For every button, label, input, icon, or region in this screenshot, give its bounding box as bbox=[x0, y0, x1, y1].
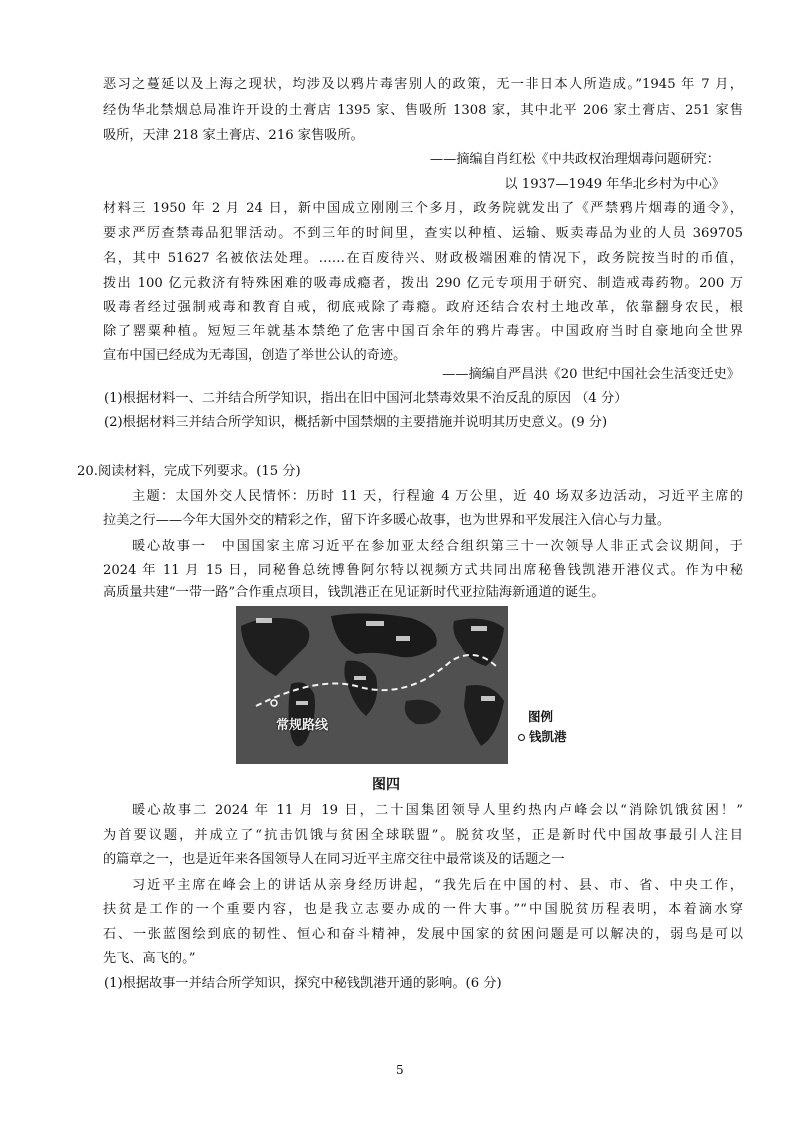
legend-item-label: 钱凯港 bbox=[529, 729, 567, 744]
story2-line-2: 为首要议题，并成立了“抗击饥饿与贫困全球联盟”。脱贫攻坚，正是新时代中国故事最引人注目 bbox=[103, 828, 743, 843]
material2-source-2: 以 1937—1949 年华北乡村为中心》 bbox=[504, 177, 725, 192]
q19-part-2: (2)根据材料三并结合所学知识，概括新中国禁烟的主要措施并说明其历史意义。(9 分) bbox=[104, 415, 608, 430]
material2-line-3: 吸所，天津 218 家土膏店、216 家售吸所。 bbox=[103, 128, 364, 143]
material2-source-1: ——摘编自肖红松《中共政权治理烟毒问题研究： bbox=[429, 152, 720, 167]
figure-caption: 图四 bbox=[372, 777, 400, 793]
map-legend-item bbox=[518, 727, 567, 745]
route-label: 常规路线 bbox=[276, 718, 329, 733]
story2-line-3: 的篇章之一，也是近年来各国领导人在同习近平主席交往中最常谈及的话题之一 bbox=[103, 852, 565, 867]
world-map-graphic bbox=[236, 606, 508, 764]
page-number: 5 bbox=[396, 1063, 404, 1077]
q20-part-1: (1)根据故事一并结合所学知识，探究中秘钱凯港开通的影响。(6 分) bbox=[104, 976, 502, 991]
legend-circle-icon bbox=[518, 734, 525, 741]
story1-line-2: 2024 年 11 月 15 日，同秘鲁总统博鲁阿尔特以视频方式共同出席秘鲁钱凯港开港仪式。作为中秘 bbox=[103, 563, 743, 578]
story2-line-5: 扶贫是工作的一个重要内容，也是我立志要办成的一件大事。”“中国脱贫历程表明，本着滴水穿 bbox=[103, 902, 743, 917]
q20-theme-line-1: 主题：太国外交人民情怀：历时 11 天，行程逾 4 万公里，近 40 场双多边活动，习近平主席的 bbox=[132, 489, 743, 504]
story1-line-3: 高质量共建“一带一路”合作重点项目，钱凯港正在见证新时代亚拉陆海新通道的诞生。 bbox=[103, 585, 605, 600]
story2-line-6: 石、一张蓝图绘到底的韧性、恒心和奋斗精神，发展中国家的贫困问题是可以解决的，弱鸟是可以 bbox=[103, 927, 743, 942]
material3-line-2: 要求严厉查禁毒品犯罪活动。不到三年的时间里，查实以种植、运输、贩卖毒品为业的人员 369705 bbox=[103, 226, 743, 241]
story1-line-1: 暖心故事一 中国国家主席习近平在参加亚太经合组织第三十一次领导人非正式会议期间，于 bbox=[132, 539, 743, 554]
material3-line-1: 材料三 1950 年 2 月 24 日，新中国成立刚刚三个多月，政务院就发出了《严禁鸦片烟毒的通令》， bbox=[103, 201, 743, 216]
q19-part-1: (1)根据材料一、二并结合所学知识，指出在旧中国河北禁毒效果不治反乱的原因 （4 分） bbox=[104, 391, 628, 406]
material3-line-5: 吸毒者经过强制戒毒和教育自戒，彻底戒除了毒瘾。政府还结合农村土地改革，依靠翻身农民，根 bbox=[103, 300, 743, 315]
q20-heading: 20.阅读材料，完成下列要求。(15 分) bbox=[77, 464, 301, 479]
story2-line-1: 暖心故事二 2024 年 11 月 19 日，二十国集团领导人里约热内卢峰会以“消除饥饿贫困！” bbox=[132, 803, 743, 818]
material3-line-3: 名，其中 51627 名被依法处理。……在百废待兴、财政极端困难的情况下，政务院按当时的币值， bbox=[103, 251, 743, 266]
material3-line-6: 除了罂粟种植。短短三年就基本禁绝了危害中国百余年的鸦片毒害。中国政府当时自豪地向全世界 bbox=[103, 324, 743, 339]
material3-source: ——摘编自严昌洪《20 世纪中国社会生活变迁史》 bbox=[442, 367, 740, 382]
world-map-figure bbox=[236, 606, 508, 764]
story2-line-4: 习近平主席在峰会上的讲话从亲身经历讲起，“我先后在中国的村、县、市、省、中央工作， bbox=[132, 878, 743, 893]
story2-line-7: 先飞、高飞的。” bbox=[103, 951, 196, 966]
q20-theme-line-2: 拉美之行——今年大国外交的精彩之作，留下许多暖心故事，也为世界和平发展注入信心与力量。 bbox=[103, 513, 671, 528]
material2-line-1: 恶习之蔓延以及上海之现状，均涉及以鸦片毒害别人的政策，无一非日本人所造成。”1945 年 7 月， bbox=[103, 77, 743, 92]
material3-line-4: 拨出 100 亿元救济有特殊困难的吸毒成瘾者，拨出 290 亿元专项用于研究、制造戒毒药物。200 万 bbox=[103, 276, 743, 291]
map-legend-title: 图例 bbox=[528, 709, 554, 724]
material3-line-7: 宣布中国已经成为无毒国，创造了举世公认的奇迹。 bbox=[103, 348, 407, 363]
material2-line-2: 经伪华北禁烟总局准许开设的土膏店 1395 家、售吸所 1308 家，其中北平 206 家土膏店、251 家售 bbox=[103, 103, 743, 118]
